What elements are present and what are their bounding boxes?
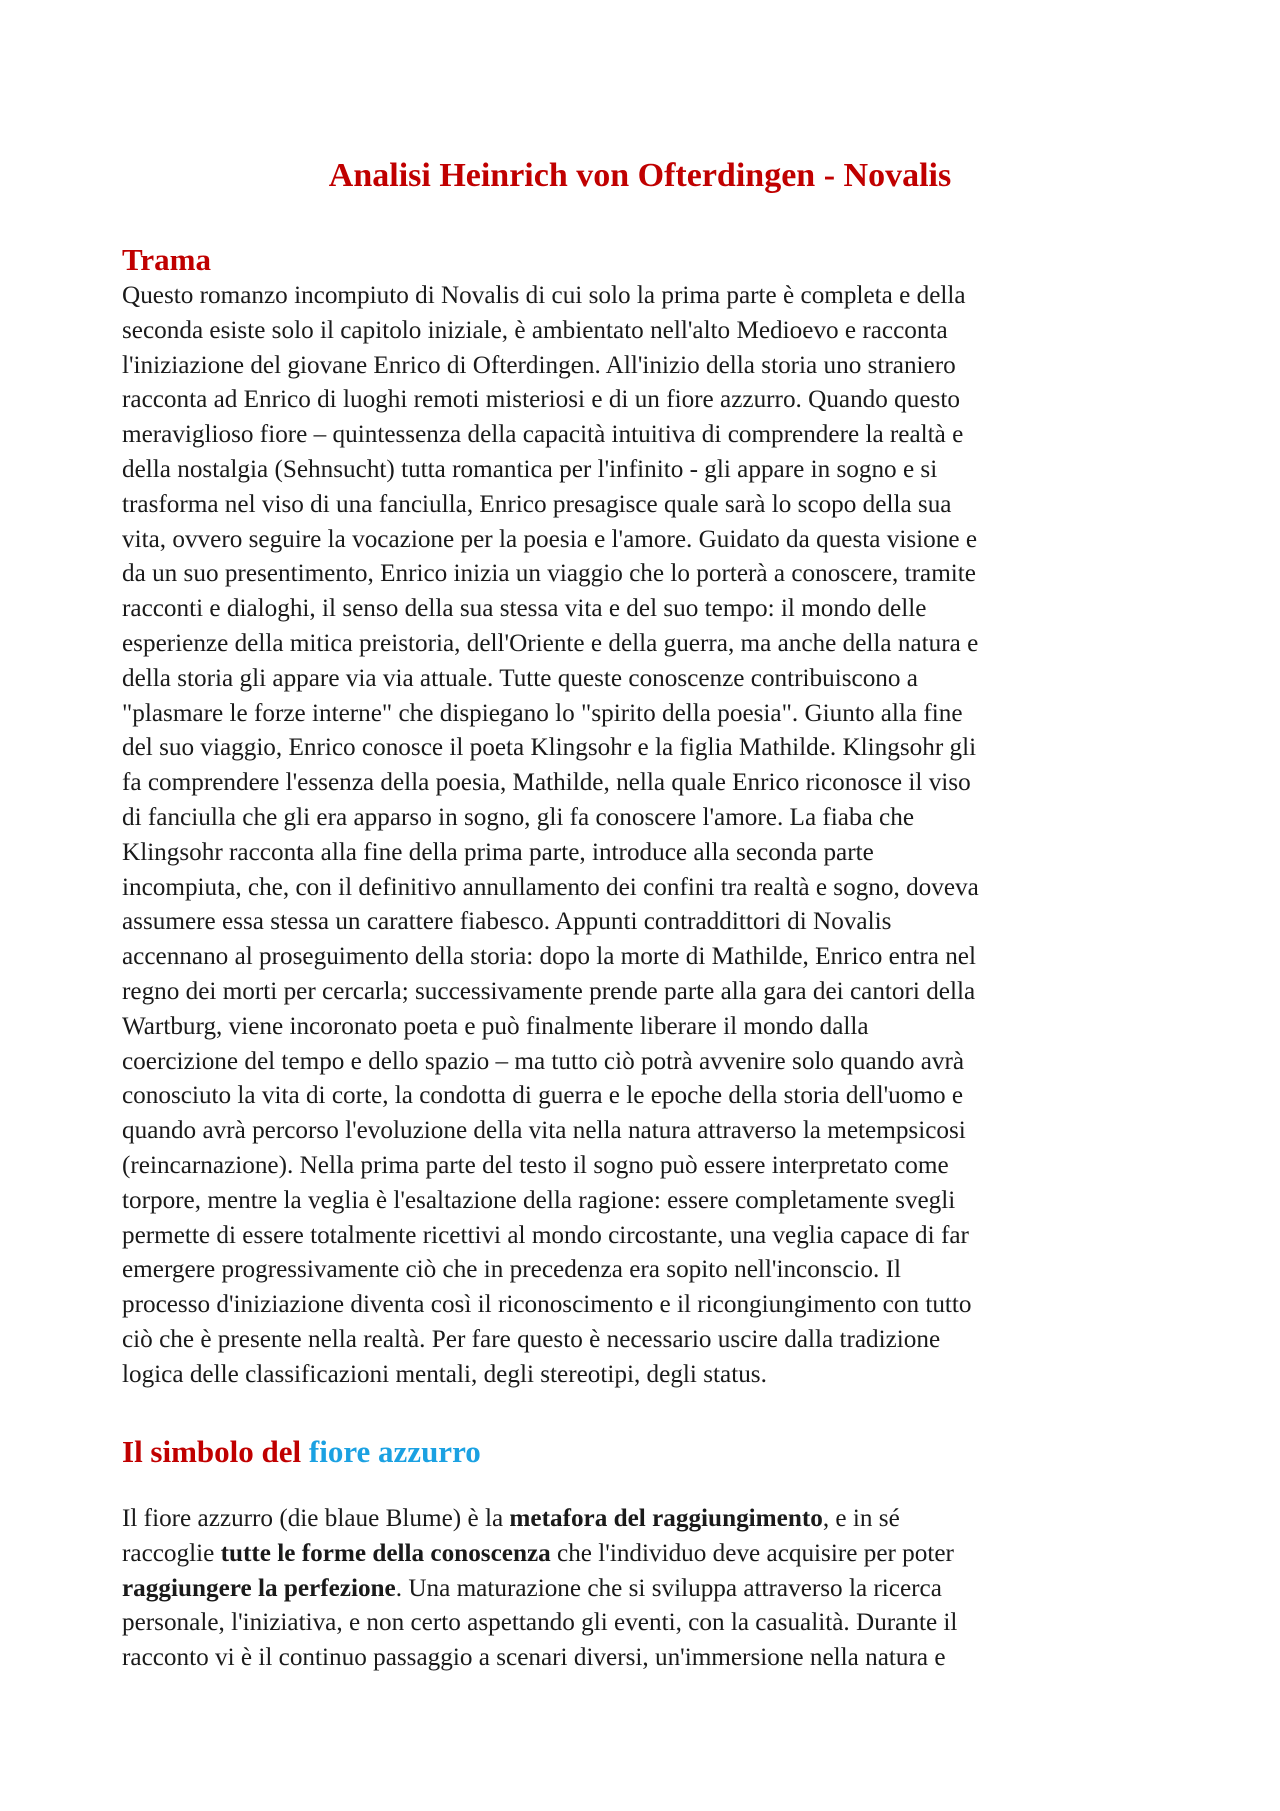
text-line: l'iniziazione del giovane Enrico di Ofterdingen. All'inizio della storia uno straniero — [122, 351, 956, 379]
text-line: della storia gli appare via via attuale. Tutte queste conoscenze contribuiscono a — [122, 664, 918, 692]
section-heading-trama: Trama — [122, 242, 211, 277]
text-line — [122, 1537, 1172, 1572]
text-run: Il fiore azzurro (die blaue Blume) è la — [122, 1505, 510, 1532]
text-line: Wartburg, viene incoronato poeta e può finalmente liberare il mondo dalla — [122, 1012, 869, 1040]
text-line: trasforma nel viso di una fanciulla, Enrico presagisce quale sarà lo scopo della sua — [122, 490, 952, 518]
heading-prefix: Il simbolo del — [122, 1434, 309, 1469]
text-run: che l'individuo deve acquisire per poter — [550, 1539, 954, 1567]
text-line: conosciuto la vita di corte, la condotta di guerra e le epoche della storia dell'uomo e — [122, 1082, 964, 1110]
text-line: incompiuta, che, con il definitivo annullamento dei confini tra realtà e sogno, doveva — [122, 873, 979, 901]
text-run: . Una maturazione che si sviluppa attraverso la ricerca — [395, 1574, 942, 1602]
text-run: , e in sé — [822, 1505, 900, 1532]
text-line: quando avrà percorso l'evoluzione della vita nella natura attraverso la metempsicosi — [122, 1117, 966, 1145]
text-line: processo d'iniziazione diventa così il riconoscimento e il ricongiungimento con tutto — [122, 1291, 972, 1319]
text-line: racconti e dialoghi, il senso della sua stessa vita e del suo tempo: il mondo delle — [122, 595, 927, 623]
bold-phrase: metafora del raggiungimento — [509, 1505, 823, 1532]
bold-phrase: tutte le forme della conoscenza — [220, 1539, 551, 1567]
text-line: della nostalgia (Sehnsucht) tutta romantica per l'infinito - gli appare in sogno e si — [122, 455, 938, 483]
text-line: torpore, mentre la veglia è l'esaltazione della ragione: essere completamente svegli — [122, 1186, 956, 1214]
text-line — [122, 1606, 1172, 1641]
text-line: logica delle classificazioni mentali, degli stereotipi, degli status. — [122, 1360, 767, 1388]
text-line — [122, 1572, 1172, 1607]
text-line: vita, ovvero seguire la vocazione per la poesia e l'amore. Guidato da questa visione e — [122, 525, 977, 553]
text-line: racconta ad Enrico di luoghi remoti misteriosi e di un fiore azzurro. Quando questo — [122, 386, 960, 414]
text-run: raccoglie — [122, 1539, 221, 1567]
text-line: meraviglioso fiore – quintessenza della capacità intuitiva di comprendere la realtà e — [122, 421, 964, 449]
document-title: Analisi Heinrich von Ofterdingen - Novalis — [328, 157, 952, 194]
text-line: assumere essa stessa un carattere fiabesco. Appunti contraddittori di Novalis — [122, 908, 892, 936]
text-line — [122, 1641, 1172, 1676]
text-line: emergere progressivamente ciò che in precedenza era sopito nell'inconscio. Il — [122, 1256, 901, 1284]
text-line — [122, 1502, 1172, 1537]
text-line: regno dei morti per cercarla; successivamente prende parte alla gara dei cantori della — [122, 977, 976, 1005]
text-run: racconto vi è il continuo passaggio a scenari diversi, un'immersione nella natura e — [122, 1644, 946, 1672]
text-line: Questo romanzo incompiuto di Novalis di cui solo la prima parte è completa e della — [122, 282, 966, 309]
text-line: ciò che è presente nella realtà. Per fare questo è necessario uscire dalla tradizione — [122, 1325, 941, 1353]
text-line: coercizione del tempo e dello spazio – ma tutto ciò potrà avvenire solo quando avrà — [122, 1047, 965, 1075]
text-line: (reincarnazione). Nella prima parte del testo il sogno può essere interpretato come — [122, 1151, 949, 1179]
text-line: esperienze della mitica preistoria, dell'Oriente e della guerra, ma anche della natura e — [122, 629, 979, 657]
text-line: Klingsohr racconta alla fine della prima parte, introduce alla seconda parte — [122, 838, 874, 866]
text-line: "plasmare le forze interne" che dispiegano lo "spirito della poesia". Giunto alla fine — [122, 699, 963, 727]
simbolo-paragraph — [122, 1502, 1172, 1676]
text-line: fa comprendere l'essenza della poesia, Mathilde, nella quale Enrico riconosce il viso — [122, 769, 971, 797]
heading-highlight: fiore azzurro — [308, 1434, 481, 1469]
text-line: seconda esiste solo il capitolo iniziale, è ambientato nell'alto Medioevo e racconta — [122, 316, 948, 344]
text-line: permette di essere totalmente ricettivi al mondo circostante, una veglia capace di far — [122, 1221, 969, 1249]
trama-paragraph — [122, 279, 1172, 1393]
text-line: di fanciulla che gli era apparso in sogno, gli fa conoscere l'amore. La fiaba che — [122, 803, 915, 831]
bold-phrase: raggiungere la perfezione — [122, 1574, 396, 1602]
text-line: del suo viaggio, Enrico conosce il poeta Klingsohr e la figlia Mathilde. Klingsohr gli — [122, 734, 977, 762]
text-run: personale, l'iniziativa, e non certo aspettando gli eventi, con la casualità. Durante il — [122, 1609, 958, 1637]
section-heading-simbolo — [122, 1434, 481, 1470]
text-line: da un suo presentimento, Enrico inizia un viaggio che lo porterà a conoscere, tramite — [122, 560, 976, 588]
text-line: accennano al proseguimento della storia: dopo la morte di Mathilde, Enrico entra nel — [122, 943, 976, 971]
